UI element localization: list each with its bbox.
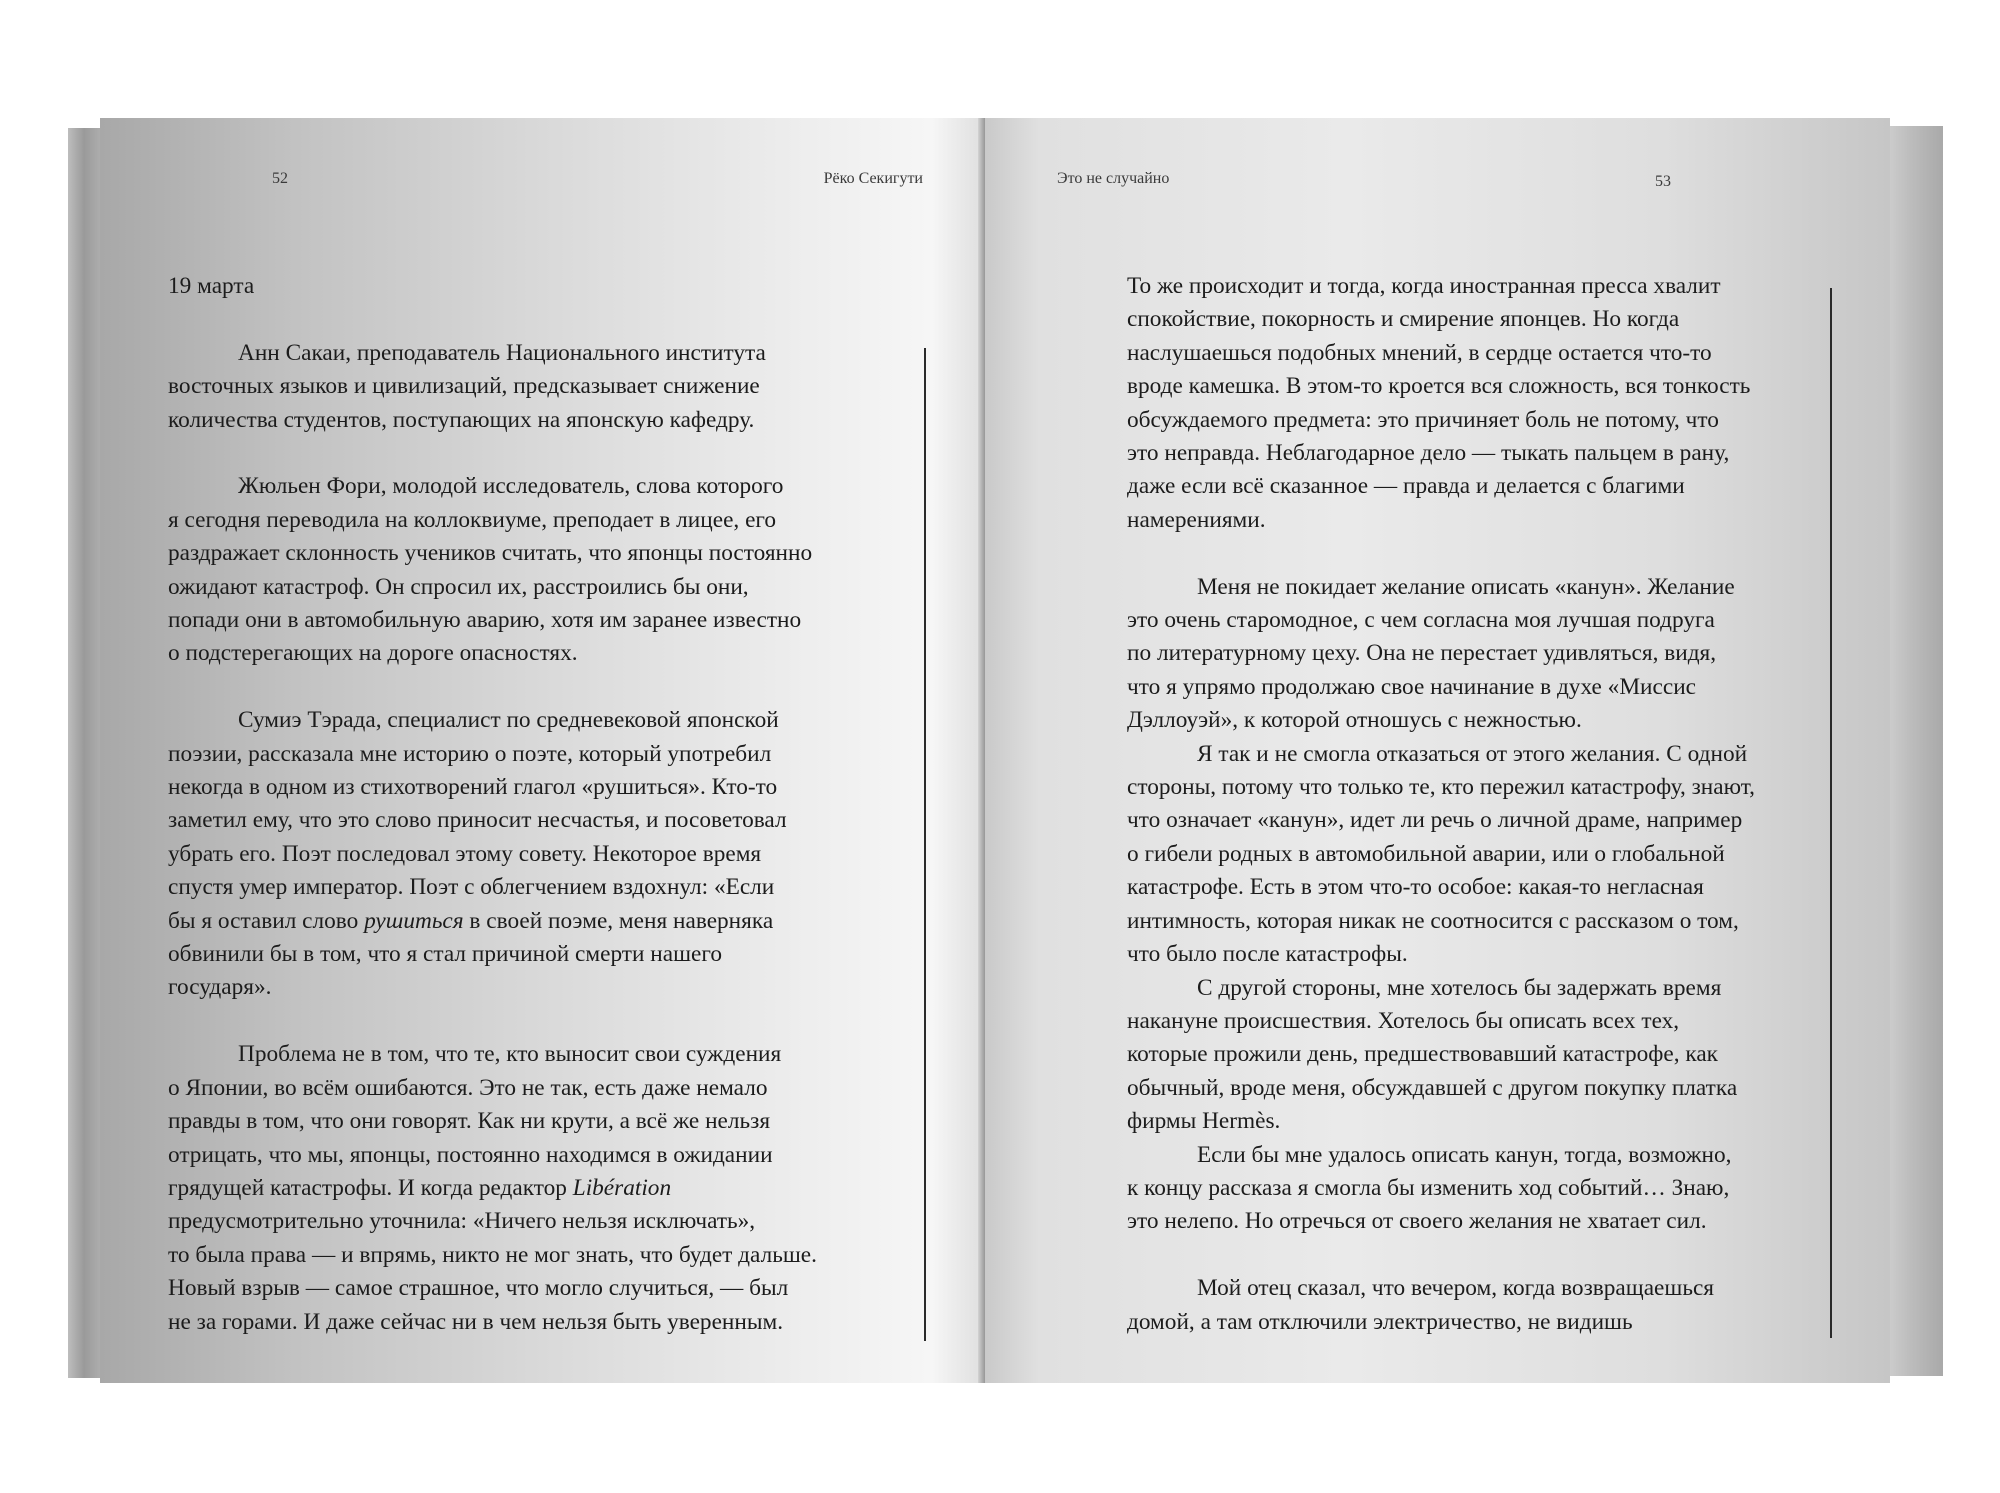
text-run: грядущей катастрофы. И когда редактор [168, 1174, 573, 1201]
text-line: количества студентов, поступающих на японскую кафедру. [168, 406, 755, 433]
text-line: Дэллоуэй», к которой отношусь с нежностью. [1127, 707, 1582, 734]
text-line: попади они в автомобильную аварию, хотя им заранее известно [168, 607, 802, 634]
text-line: Я так и не смогла отказаться от этого желания. С одной [1197, 740, 1748, 767]
paragraph [1127, 972, 1827, 1139]
text-line: которые прожили день, предшествовавший катастрофе, как [1127, 1041, 1718, 1068]
right-margin-rule [1830, 288, 1832, 1338]
text-line: к концу рассказа я смогла бы изменить ход событий… Знаю, [1127, 1174, 1730, 1201]
italic-word: рушиться [364, 907, 464, 934]
italic-word: Libération [572, 1174, 672, 1201]
paragraph [168, 1038, 928, 1339]
paragraph [168, 337, 928, 437]
text-line: раздражает склонность учеников считать, что японцы постоянно [168, 540, 813, 567]
text-line: восточных языков и цивилизаций, предсказывает снижение [168, 373, 760, 400]
text-line: интимность, которая никак не соотносится с рассказом о том, [1127, 907, 1739, 934]
text-line: фирмы Hermès. [1127, 1108, 1281, 1135]
text-line: о гибели родных в автомобильной аварии, или о глобальной [1127, 840, 1725, 867]
paragraph [1127, 738, 1827, 972]
paragraph [1127, 571, 1827, 738]
text-line: некогда в одном из стихотворений глагол «рушиться». Кто-то [168, 774, 778, 801]
text-line [168, 1172, 928, 1205]
text-line: что я упрямо продолжаю свое начинание в духе «Миссис [1127, 673, 1696, 700]
text-line: по литературному цеху. Она не перестает удивляться, видя, [1127, 640, 1717, 667]
text-line: о подстерегающих на дороге опасностях. [168, 640, 578, 667]
paragraph [168, 470, 928, 670]
text-line: Сумиэ Тэрада, специалист по средневековой японской [238, 707, 779, 734]
text-line: Меня не покидает желание описать «канун». Желание [1197, 573, 1735, 600]
text-line: обвинили бы в том, что я стал причиной смерти нашего [168, 941, 722, 968]
right-running-head: Это не случайно [1057, 170, 1170, 187]
text-line: правды в том, что они говорят. Как ни крути, а всё же нельзя [168, 1108, 771, 1135]
paragraph [1127, 1272, 1827, 1339]
text-line: заметил ему, что это слово приносит несчастья, и посоветовал [168, 807, 787, 834]
text-line: это очень старомодное, с чем согласна моя лучшая подруга [1127, 607, 1715, 634]
right-page-number: 53 [1655, 173, 1671, 190]
right-page-stack-edge [1885, 126, 1943, 1376]
text-line: убрать его. Поэт последовал этому совету. Некоторое время [168, 840, 762, 867]
left-page-number: 52 [272, 170, 288, 187]
text-line: о Японии, во всём ошибаются. Это не так, есть даже немало [168, 1074, 768, 1101]
paragraph [168, 704, 928, 1005]
text-line: даже если всё сказанное — правда и делается с благими [1127, 473, 1685, 500]
text-line: С другой стороны, мне хотелось бы задержать время [1197, 974, 1722, 1001]
text-line: то была права — и впрямь, никто не мог знать, что будет дальше. [168, 1241, 817, 1268]
right-text-column [1127, 270, 1827, 1339]
text-line: Новый взрыв — самое страшное, что могло случиться, — был [168, 1275, 789, 1302]
text-line: Мой отец сказал, что вечером, когда возвращаешься [1197, 1275, 1715, 1302]
text-line: катастрофе. Есть в этом что-то особое: какая-то негласная [1127, 874, 1704, 901]
text-run: в своей поэме, меня наверняка [463, 907, 774, 934]
text-line: ожидают катастроф. Он спросил их, расстроились бы они, [168, 573, 749, 600]
text-line: спустя умер император. Поэт с облегчением вздохнул: «Если [168, 874, 775, 901]
text-line: обычный, вроде меня, обсуждавшей с другом покупку платка [1127, 1074, 1738, 1101]
text-line: что было после катастрофы. [1127, 941, 1408, 968]
date-heading: 19 марта [168, 273, 255, 299]
left-running-head: Рёко Секигути [823, 170, 923, 187]
text-run: бы я оставил слово [168, 907, 365, 934]
text-line: что означает «канун», идет ли речь о личной драме, например [1127, 807, 1743, 834]
text-line: Если бы мне удалось описать канун, тогда, возможно, [1197, 1141, 1732, 1168]
text-line: государя». [168, 974, 272, 1001]
paragraph [1127, 1139, 1827, 1239]
text-line: спокойствие, покорность и смирение японцев. Но когда [1127, 306, 1680, 333]
text-line: поэзии, рассказала мне историю о поэте, который употребил [168, 740, 772, 767]
text-line: вроде камешка. В этом-то кроется вся сложность, вся тонкость [1127, 373, 1751, 400]
text-line: стороны, потому что только те, кто пережил катастрофу, знают, [1127, 774, 1755, 801]
text-line [168, 905, 928, 938]
text-line: обсуждаемого предмета: это причиняет боль не потому, что [1127, 406, 1719, 433]
text-line: То же происходит и тогда, когда иностранная пресса хвалит [1127, 273, 1721, 299]
text-line: предусмотрительно уточнила: «Ничего нельзя исключать», [168, 1208, 756, 1235]
text-line: наслушаешься подобных мнений, в сердце остается что-то [1127, 339, 1712, 366]
text-line: не за горами. И даже сейчас ни в чем нельзя быть уверенным. [168, 1308, 784, 1335]
text-line: Жюльен Фори, молодой исследователь, слова которого [238, 473, 784, 500]
text-line: это нелепо. Но отречься от своего желания не хватает сил. [1127, 1208, 1707, 1235]
text-line: я сегодня переводила на коллоквиуме, преподает в лицее, его [168, 506, 777, 533]
right-page [985, 118, 1890, 1383]
text-line: накануне происшествия. Хотелось бы описать всех тех, [1127, 1007, 1680, 1034]
left-text-column [168, 270, 928, 1339]
text-line: Проблема не в том, что те, кто выносит свои суждения [238, 1041, 782, 1068]
left-page [100, 118, 985, 1383]
text-line: отрицать, что мы, японцы, постоянно находимся в ожидании [168, 1141, 773, 1168]
text-line: это неправда. Неблагодарное дело — тыкать пальцем в рану, [1127, 440, 1730, 467]
text-line: намерениями. [1127, 506, 1266, 533]
paragraph [1127, 270, 1827, 537]
text-line: домой, а там отключили электричество, не видишь [1127, 1308, 1633, 1335]
text-line: Анн Сакаи, преподаватель Национального института [238, 339, 766, 366]
